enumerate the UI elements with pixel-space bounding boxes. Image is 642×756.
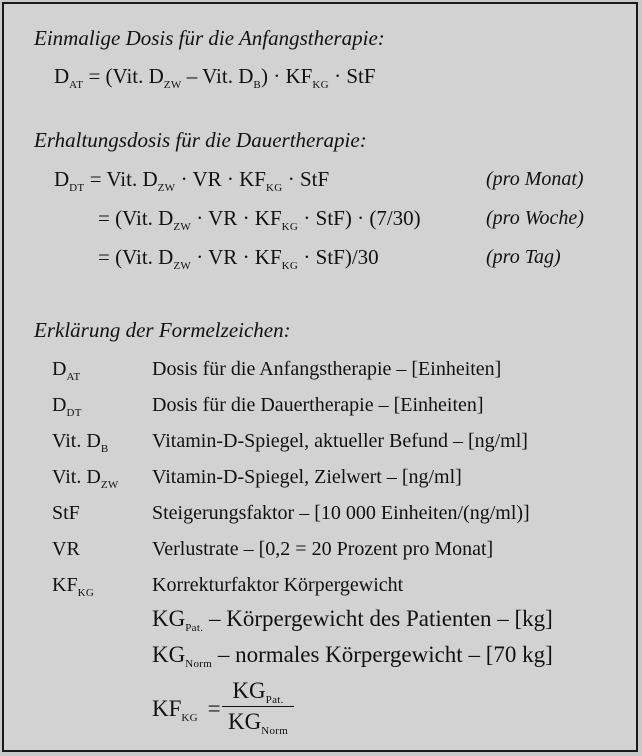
- note-per-month: (pro Monat): [486, 168, 584, 190]
- formula-subscript: ZW: [163, 79, 182, 91]
- heading-initial-therapy: Einmalige Dosis für die Anfangstherapie:: [34, 26, 385, 50]
- kf-fraction: [222, 678, 294, 735]
- legend-description: Verlustrate – [0,2 = 20 Prozent pro Monat]: [152, 538, 494, 560]
- formula-subscript: KG: [312, 79, 329, 91]
- formula-part: = Vit. D: [89, 167, 158, 191]
- formula-part: = (Vit. D: [98, 206, 174, 230]
- formula-subscript: KG: [281, 260, 299, 272]
- formula-subscript: B: [253, 79, 261, 91]
- legend-symbol: VR: [52, 538, 80, 560]
- legend-description: Vitamin-D-Spiegel, aktueller Befund – [ng/ml]: [152, 430, 528, 452]
- note-per-day: (pro Tag): [486, 246, 561, 268]
- formula-subscript: AT: [69, 79, 84, 91]
- formula-maintenance-week: [98, 206, 421, 231]
- formula-symbol: D: [54, 64, 70, 88]
- heading-maintenance-therapy: Erhaltungsdosis für die Dauertherapie:: [34, 128, 367, 152]
- formula-subscript: ZW: [173, 260, 192, 272]
- formula-part: · VR · KF: [175, 167, 266, 191]
- kf-formula-lhs: $KF_{KG}$ =: [152, 696, 221, 724]
- kg-norm-definition: $KG_{Norm}$ – normales Körpergewicht – [70 kg]: [152, 642, 553, 670]
- legend-description: Dosis für die Anfangstherapie – [Einheiten]: [152, 358, 502, 380]
- formula-part: · StF: [282, 167, 330, 191]
- formula-symbol: D: [54, 167, 70, 191]
- fraction-numerator: $KG_{Pat.}$: [222, 678, 294, 707]
- formula-initial-dose: [54, 64, 376, 89]
- legend-symbol: StF: [52, 502, 80, 524]
- formula-part: – Vit. D: [181, 64, 254, 88]
- legend-description: Dosis für die Dauertherapie – [Einheiten]: [152, 394, 484, 416]
- formula-box: [2, 2, 638, 752]
- legend-description: Steigerungsfaktor – [10 000 Einheiten/(ng/ml)]: [152, 502, 530, 524]
- legend-symbol: Vit. $D_B$: [52, 430, 109, 455]
- formula-subscript: ZW: [157, 182, 176, 194]
- legend-description: Korrekturfaktor Körpergewicht: [152, 574, 404, 596]
- formula-subscript: KG: [265, 182, 283, 194]
- legend-symbol: $KF_{KG}$: [52, 574, 95, 599]
- legend-symbol: $D_{DT}$: [52, 394, 82, 419]
- legend-description: Vitamin-D-Spiegel, Zielwert – [ng/ml]: [152, 466, 462, 488]
- formula-part: · StF)/30: [298, 245, 379, 269]
- formula-maintenance-day: [98, 245, 379, 270]
- legend-symbol: $D_{AT}$: [52, 358, 81, 383]
- formula-part: · StF) · (7/30): [298, 206, 421, 230]
- formula-maintenance-month: [54, 167, 329, 192]
- formula-subscript: DT: [69, 182, 85, 194]
- formula-part: · VR · KF: [191, 245, 282, 269]
- formula-subscript: ZW: [173, 221, 192, 233]
- legend-symbol: Vit. $D_{ZW}$: [52, 466, 119, 491]
- formula-part: · VR · KF: [191, 206, 282, 230]
- formula-subscript: KG: [281, 221, 299, 233]
- fraction-denominator: $KG_{Norm}$: [228, 709, 289, 737]
- formula-part: ) · KF: [261, 64, 313, 88]
- formula-part: · StF: [328, 64, 376, 88]
- kg-patient-definition: $KG_{Pat.}$ – Körpergewicht des Patienten – [kg]: [152, 606, 553, 634]
- note-per-week: (pro Woche): [486, 207, 584, 229]
- formula-part: = (Vit. D: [88, 64, 164, 88]
- heading-legend: Erklärung der Formelzeichen:: [34, 318, 291, 342]
- formula-part: = (Vit. D: [98, 245, 174, 269]
